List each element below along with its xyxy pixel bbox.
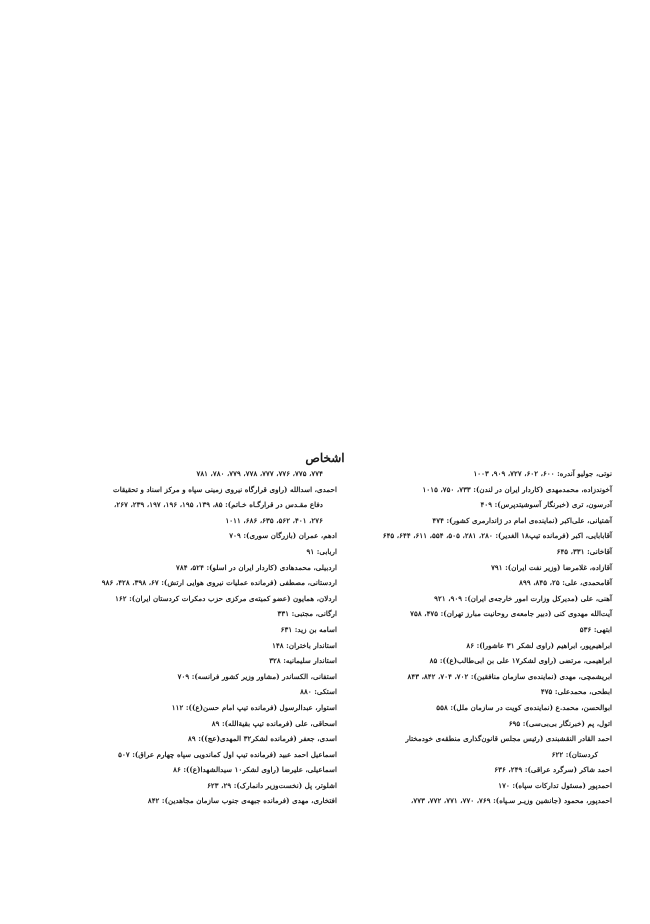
index-entry: اردبیلی، محمدهادی (کاردار ایران در اسلو): ۵۲۴، ۷۸۴	[175, 562, 337, 572]
index-entry: ارگانی، مجتبی: ۳۳۱	[277, 609, 337, 619]
index-entry: اردلان، همایون (عضو کمیته‌ی مرکزی حزب دمکرات کردستان ایران): ۱۶۲	[115, 593, 337, 603]
index-entry-continuation: کردستان): ۶۲۲	[551, 749, 598, 759]
index-entry: نوتی، جولیو آندره: ۶۰۰، ۶۰۲، ۷۲۷، ۹۰۹، ۱۰۰۳	[473, 469, 612, 478]
index-entry: احمدی، اسدالله (راوی قرارگاه نیروی زمینی سپاه و مرکز اسناد و تحقیقات	[112, 484, 337, 494]
index-entry: اسماعیلی، علیرضا (راوی لشکر۱۰ سیدالشهدا(ع)): ۸۶	[173, 765, 337, 775]
index-entry: ابوالحسن، محمد.ع (نماینده‌ی کویت در سازمان ملل): ۵۵۸	[436, 702, 612, 712]
index-entry: ابریشمچی، مهدی (نماینده‌ی سازمان منافقین): ۷۰۲، ۷۰۴، ۸۴۲، ۸۴۳	[407, 671, 612, 681]
index-entry: افتخاری، مهدی (فرمانده جبهه‌ی جنوب سازمان مجاهدین): ۸۴۲	[147, 796, 337, 806]
index-entry: ابتهی: ۵۳۶	[579, 624, 612, 634]
index-entry: اسدی، جعفر (فرمانده لشکر۳۲ المهدی(عج)): ۸۹	[188, 734, 337, 744]
index-entry: آقاخانی: ۳۳۱، ۶۴۵	[556, 546, 612, 556]
left-column	[80, 466, 337, 809]
index-entry: اسحاقی، علی (فرمانده تیپ بقیةالله): ۸۹	[211, 718, 337, 728]
index-entry: احمد القادر النقشبندی (رئیس مجلس قانون‌گذاری منطقه‌ی خودمختار	[405, 734, 612, 744]
index-entry: اسماعیل احمد عبید (فرمانده تیپ اول کماندویی سپاه چهارم عراق): ۵۰۷	[118, 749, 337, 759]
index-entry: آقابابایی، اکبر (فرمانده تیپ۱۸ الغدیر): ۲۸۰، ۲۸۱، ۵۰۵، ۵۵۴، ۶۱۱، ۶۴۴، ۶۴۵	[382, 531, 612, 541]
index-entry-continuation: ۷۷۴، ۷۷۵، ۷۷۶، ۷۷۷، ۷۷۸، ۷۷۹، ۷۸۰، ۷۸۱	[196, 469, 323, 478]
index-entry: آهنی، علی (مدیرکل وزارت امور خارجه‌ی ایران): ۹۰۹، ۹۲۱	[434, 593, 612, 603]
index-entry: استکی: ۸۸۰	[300, 687, 337, 697]
page-title: اشخاص	[305, 451, 345, 465]
right-column	[355, 466, 612, 809]
index-entry: استاندار سلیمانیه: ۳۲۸	[269, 656, 337, 666]
index-entry: اردستانی، مصطفی (فرمانده عملیات نیروی هوایی ارتش): ۶۷، ۳۹۸، ۴۲۸، ۹۸۶	[101, 578, 337, 588]
index-entry: آیت‌الله مهدوی کنی (دبیر جامعه‌ی روحانیت مبارز تهران): ۴۷۵، ۷۵۸	[410, 609, 612, 619]
index-entry: احمد شاکر (سرگرد عراقی): ۲۴۹، ۶۳۶	[494, 765, 612, 775]
index-entry: ابطحی، محمدعلی: ۴۷۵	[540, 687, 612, 697]
index-entry: ابراهیم‌پور، ابراهیم (راوی لشکر ۳۱ عاشورا): ۸۶	[466, 640, 612, 650]
index-entry-continuation: ۲۷۶، ۴۰۱، ۵۶۲، ۶۳۵، ۶۸۶، ۱۰۱۱	[225, 515, 323, 525]
index-entry: اربابی: ۹۱	[306, 546, 337, 556]
index-entry: آقامحمدی، علی: ۲۵، ۸۴۵، ۸۹۹	[519, 578, 612, 588]
index-entry: استاندار باختران: ۱۴۸	[272, 640, 337, 650]
index-entry: ادهم، عمران (بازرگان سوری): ۷۰۹	[229, 531, 337, 541]
index-entry: آشتیانی، علی‌اکبر (نماینده‌ی امام در ژاندارمری کشور): ۴۷۴	[432, 515, 612, 525]
index-entry: اسامه بن زید: ۶۳۱	[280, 624, 337, 634]
index-entry: استفانی، الکساندر (مشاور وزیر کشور فرانسه): ۷۰۹	[177, 671, 337, 681]
index-entry: احمدپور (مسئول تدارکات سپاه): ۱۷۰	[498, 780, 612, 790]
index-entry-continuation: دفاع مقـدس در قرارگـاه خـاتم): ۸۵، ۱۳۹، ۱۹۵، ۱۹۶، ۱۹۷، ۲۳۹، ۲۶۷،	[114, 500, 323, 510]
index-entry: احمدپور، محمود (جانشین وزیـر سـپاه): ۷۶۹، ۷۷۰، ۷۷۱، ۷۷۲، ۷۷۳،	[411, 796, 612, 806]
index-entry: آدرسون، تری (خبرنگار آسوشیتدپرس): ۴۰۹	[480, 500, 612, 510]
index-entry: اشلوتر، پل (نخست‌وزیر دانمارک): ۲۹، ۶۲۳	[207, 780, 337, 790]
index-entry: استوار، عبدالرسول (فرمانده تیپ امام حسن(ع)): ۱۱۲	[171, 702, 337, 712]
index-entry: اتول، پم (خبرنگار بی‌بی‌سی): ۶۹۵	[508, 718, 612, 728]
index-entry: آخوندزاده، محمدمهدی (کاردار ایران در لندن): ۷۳۳، ۷۵۰، ۱۰۱۵	[422, 484, 612, 494]
index-entry: ابراهیمی، مرتضی (راوی لشکر۱۷ علی بن ابی‌طالب(ع)): ۸۵	[429, 656, 612, 666]
index-entry: آقازاده، غلامرضا (وزیر نفت ایران): ۷۹۱	[491, 562, 612, 572]
